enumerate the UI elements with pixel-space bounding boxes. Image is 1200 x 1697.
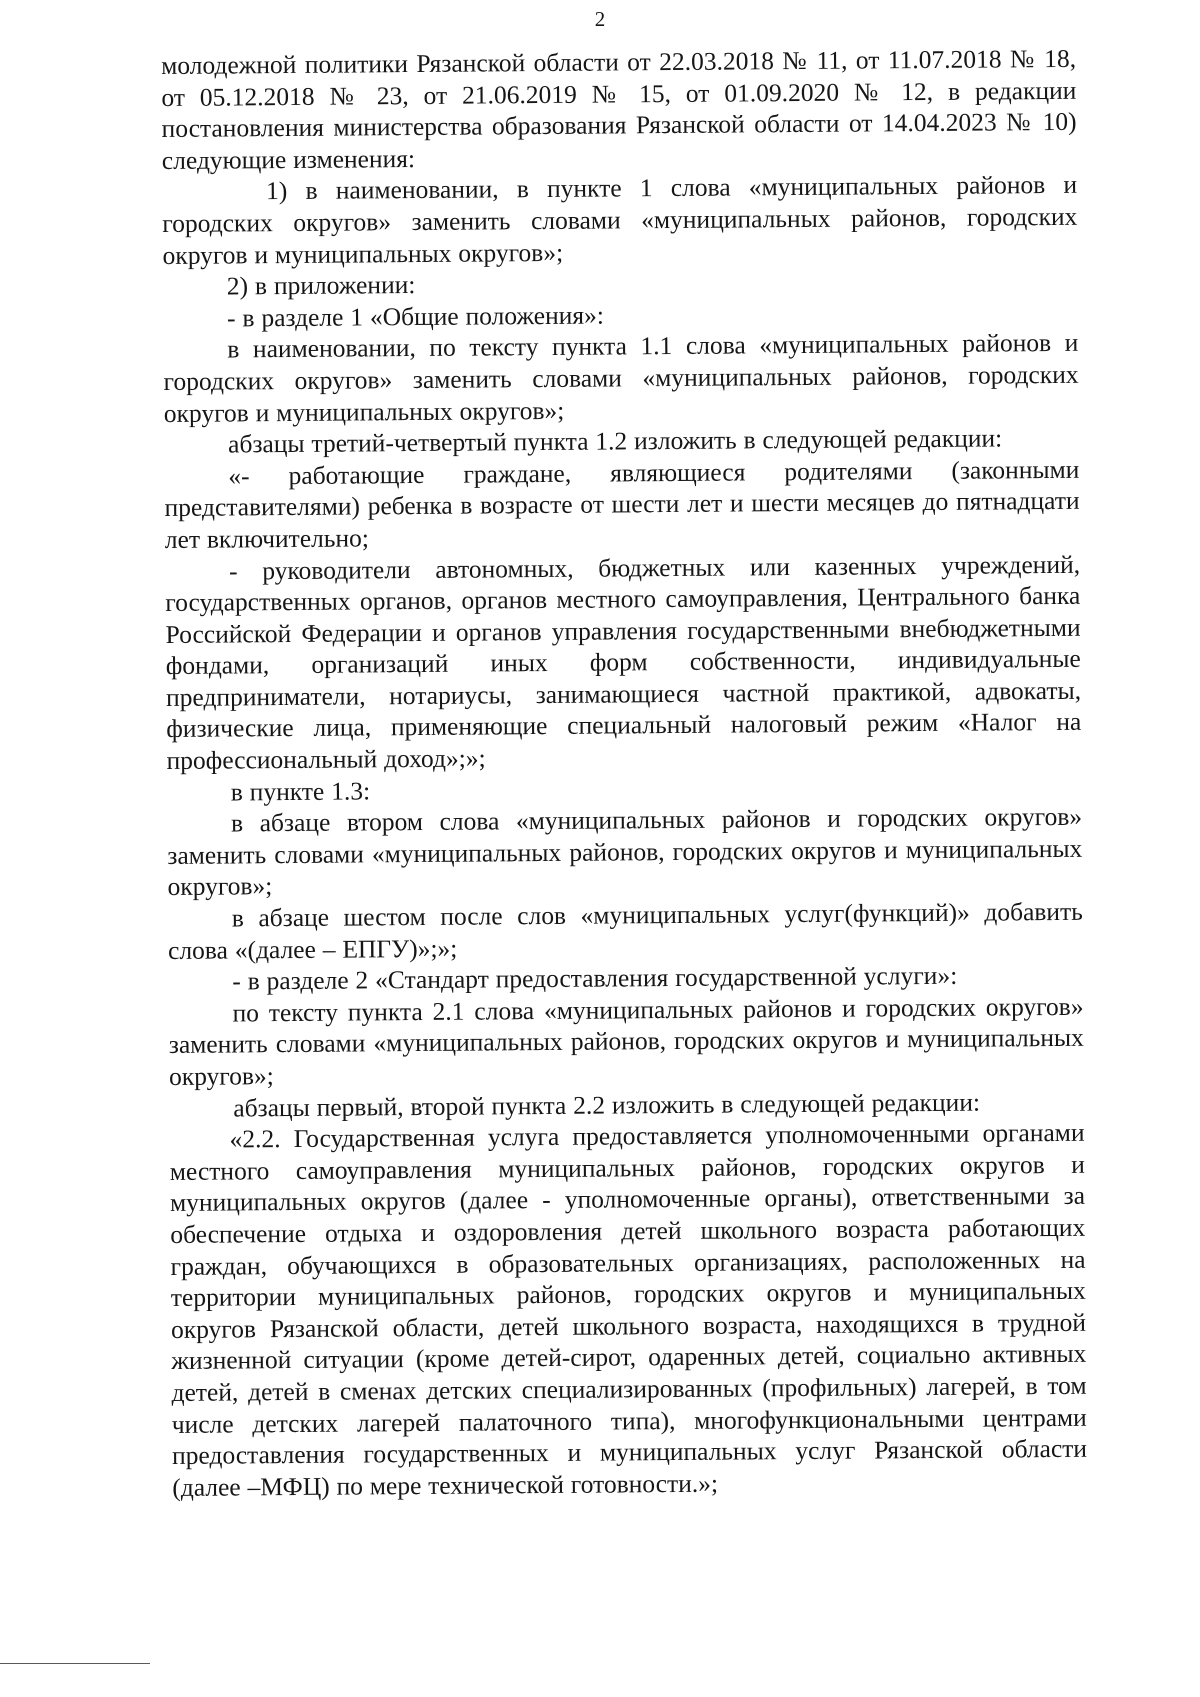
paragraph-point-1-1: в наименовании, по тексту пункта 1.1 слова «муниципальных районов и городских округов» заменить словами «муниципальных районов, городских округов и муниципальных округов»; <box>163 328 1079 428</box>
paragraph-point-1-3: в пункте 1.3: <box>230 776 371 807</box>
footnote-divider <box>0 1663 150 1664</box>
paragraph-point-2-2: абзацы первый, второй пункта 2.2 изложить в следующей редакции: <box>233 1087 981 1123</box>
paragraph-point-1-3-abz-6: в абзаце шестом после слов «муниципальных услуг(функций)» добавить слова «(далее – ЕПГУ)»;»; <box>167 896 1083 965</box>
paragraph-point-1-2: абзацы третий-четвертый пункта 1.2 изложить в следующей редакции: <box>227 423 1003 459</box>
paragraph-point-1-3-abz-2: в абзаце втором слова «муниципальных районов и городских округов» заменить словами «муниципальных районов, городских округов и муниципальных округов»; <box>167 802 1083 902</box>
paragraph-quote-2-2: «2.2. Государственная услуга предоставляется уполномоченными органами местного самоуправления муниципальных районов, городских округов и муниципальных округов (далее - уполномоченные органы), ответственными за обеспечение отдыха и оздоровления детей школьного возраста работающих граждан, обучающихся в образовательных организациях, расположенных на территории муниципальных районов, городских округов и муниципальных округов Рязанской области, детей школьного возраста, находящихся в трудной жизненной ситуации (кроме детей-сирот, одаренных детей, социально активных детей, детей в сменах детских специализированных (профильных) лагерей, в том числе детских лагерей палаточного типа), многофункциональными центрами предоставления государственных и муниципальных услуг Рязанской области (далее –МФЦ) по мере технической готовности.»; <box>169 1117 1088 1502</box>
paragraph-section-1: - в разделе 1 «Общие положения»: <box>226 300 604 333</box>
paragraph-point-2-1: по тексту пункта 2.1 слова «муниципальных районов и городских округов» заменить словами «муниципальных районов, городских округов и муниципальных округов»; <box>168 991 1084 1091</box>
page-number: 2 <box>594 7 606 31</box>
paragraph-item-1: 1) в наименовании, в пункте 1 слова «муниципальных районов и городских округов» заменить словами «муниципальных районов, городских округов и муниципальных округов»; <box>162 170 1078 270</box>
paragraph-quote-managers: - руководители автономных, бюджетных или казенных учреждений, государственных органов, органов местного самоуправления, Центрального банка Российской Федерации и органов управления государственными внебюджетными фондами, организаций иных форм собственности, индивидуальные предприниматели, нотариусы, занимающиеся частной практикой, адвокаты, физические лица, применяющие специальный налоговый режим «Налог на профессиональный доход»;»; <box>165 549 1082 776</box>
document-body <box>161 43 1087 1503</box>
paragraph-item-2: 2) в приложении: <box>226 270 416 301</box>
paragraph-section-2: - в разделе 2 «Стандарт предоставления государственной услуги»: <box>232 960 958 996</box>
paragraph-quote-working-citizens: «- работающие граждане, являющиеся родителями (законными представителями) ребенка в возрасте от шести лет и шести месяцев до пятнадцати лет включительно; <box>164 454 1080 554</box>
paragraph-intro: молодежной политики Рязанской области от 22.03.2018 № 11, от 11.07.2018 № 18, от 05.12.2018 № 23, от 21.06.2019 № 15, от 01.09.2020 № 12, в редакции постановления министерства образования Рязанской области от 14.04.2023 № 10) следующие изменения: <box>161 43 1077 175</box>
